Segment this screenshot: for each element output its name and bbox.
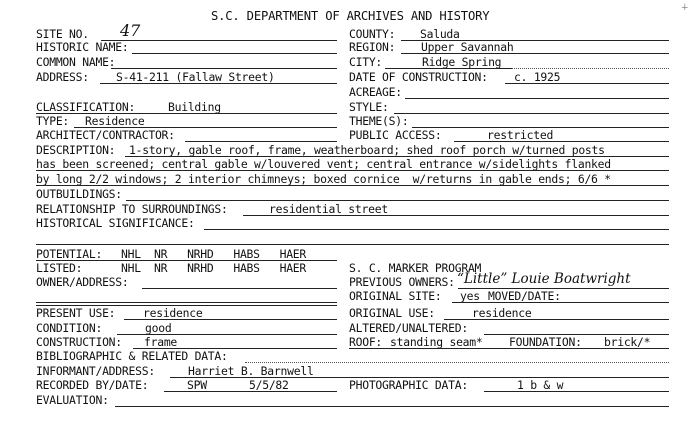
themes-label: THEME(S): (349, 114, 409, 128)
common-name-line (111, 68, 337, 69)
outbuildings-line (126, 200, 669, 201)
owner-address-label: OWNER/ADDRESS: (36, 275, 129, 289)
recorded-date-value: 5/5/82 (249, 378, 289, 392)
potential-label: POTENTIAL: (36, 247, 103, 261)
original-use-value: residence (472, 306, 532, 320)
city-line (385, 68, 512, 69)
relationship-label: RELATIONSHIP TO SURROUNDINGS: (36, 202, 228, 216)
public-access-value: restricted (487, 128, 554, 142)
present-use-line (124, 319, 337, 320)
bibliographic-dotted-line (245, 362, 669, 363)
recorded-by-label: RECORDED BY/DATE: (36, 378, 149, 392)
present-use-label: PRESENT USE: (36, 306, 116, 320)
description-rule-2 (36, 170, 669, 171)
previous-owners-value: “Little” Louie Boatwright (457, 271, 631, 287)
description-label: DESCRIPTION: (36, 143, 116, 157)
relationship-line (243, 215, 669, 216)
form-title: S.C. DEPARTMENT OF ARCHIVES AND HISTORY (211, 9, 490, 23)
owner-address-line-2 (36, 302, 337, 303)
city-dotted-line (512, 68, 669, 69)
roof-value: standing seam* (390, 335, 483, 349)
owner-address-line (142, 288, 337, 289)
style-label: STYLE: (349, 100, 389, 114)
address-line (100, 83, 337, 84)
description-rule-3 (36, 185, 669, 186)
description-line-1: 1-story, gable roof, frame, weatherboard; shed roof porch w/turned posts (129, 143, 605, 157)
informant-label: INFORMANT/ADDRESS: (36, 364, 155, 378)
type-value: Residence (85, 114, 145, 128)
altered-label: ALTERED/UNALTERED: (349, 321, 468, 335)
site-no-line (101, 40, 337, 41)
previous-owners-label: PREVIOUS OWNERS: (349, 275, 455, 289)
evaluation-label: EVALUATION: (36, 393, 109, 407)
foundation-label: FOUNDATION: (509, 335, 582, 349)
site-no-value: 47 (120, 21, 141, 40)
construction-label: CONSTRUCTION: (36, 335, 122, 349)
informant-value: Harriet B. Barnwell (188, 364, 314, 378)
region-line (401, 53, 669, 54)
historical-significance-label: HISTORICAL SIGNIFICANCE: (36, 216, 195, 230)
site-no-label: SITE NO. (36, 27, 89, 41)
relationship-value: residential street (269, 202, 388, 216)
city-value: Ridge Spring (422, 55, 502, 69)
region-value: Upper Savannah (421, 40, 514, 54)
present-use-value: residence (143, 306, 203, 320)
date-construction-value: c. 1925 (514, 70, 561, 84)
present-use-rule-top (36, 305, 337, 306)
address-value: S-41-211 (Fallaw Street) (116, 70, 275, 84)
marker-program-label: S. C. MARKER PROGRAM (349, 261, 482, 275)
county-label: COUNTY: (349, 27, 396, 41)
county-value: Saluda (420, 27, 460, 41)
original-use-label: ORIGINAL USE: (349, 306, 435, 320)
photographic-data-label: PHOTOGRAPHIC DATA: (349, 378, 468, 392)
blank-rule (36, 244, 669, 245)
architect-label: ARCHITECT/CONTRACTOR: (36, 128, 175, 142)
condition-label: CONDITION: (36, 321, 103, 335)
potential-options: NHL NR NRHD HABS HAER (121, 247, 307, 261)
evaluation-line (115, 406, 669, 407)
recorded-by-line (164, 391, 337, 392)
description-line-3: by long 2/2 windows; 2 interior chimneys; boxed cornice w/returns in gable ends; 6/6 * (36, 172, 611, 186)
city-label: CITY: (349, 55, 383, 69)
historic-name-label: HISTORIC NAME: (36, 40, 129, 54)
classification-value: Building (168, 100, 221, 114)
original-site-label: ORIGINAL SITE: (349, 289, 442, 303)
architect-line (185, 141, 337, 142)
moved-date-label: MOVED/DATE: (488, 289, 561, 303)
common-name-label: COMMON NAME: (36, 55, 116, 69)
classification-line (36, 113, 337, 114)
region-label: REGION: (349, 40, 396, 54)
bibliographic-label: BIBLIOGRAPHIC & RELATED DATA: (36, 349, 228, 363)
recorded-by-value: SPW (187, 378, 207, 392)
original-use-line (444, 319, 669, 320)
roof-foundation-line (349, 348, 669, 349)
construction-value: frame (144, 335, 178, 349)
historic-name-line (132, 53, 337, 54)
outbuildings-label: OUTBUILDINGS: (36, 187, 122, 201)
style-line (394, 113, 669, 114)
foundation-value: brick/* (604, 335, 651, 349)
date-construction-label: DATE OF CONSTRUCTION: (349, 70, 488, 84)
description-line-2: has been screened; central gable w/louvered vent; central entrance w/sidelights flanked (36, 157, 611, 171)
condition-value: good (145, 321, 172, 335)
acreage-line (405, 98, 669, 99)
listed-label: LISTED: (36, 261, 83, 275)
address-label: ADDRESS: (36, 70, 89, 84)
acreage-label: ACREAGE: (349, 85, 402, 99)
original-site-line (452, 302, 669, 303)
listed-options: NHL NR NRHD HABS HAER (121, 261, 307, 275)
original-site-value: yes (460, 289, 480, 303)
photographic-data-line (484, 391, 669, 392)
type-label: TYPE: (36, 114, 70, 128)
public-access-line (454, 141, 669, 142)
historical-significance-line (204, 229, 669, 230)
roof-label: ROOF: (349, 335, 383, 349)
public-access-label: PUBLIC ACCESS: (349, 128, 442, 142)
corner-mark: ∔ (681, 3, 689, 13)
classification-label: CLASSIFICATION: (36, 100, 136, 114)
photographic-data-value: 1 b & w (517, 378, 564, 392)
date-construction-line (505, 83, 669, 84)
